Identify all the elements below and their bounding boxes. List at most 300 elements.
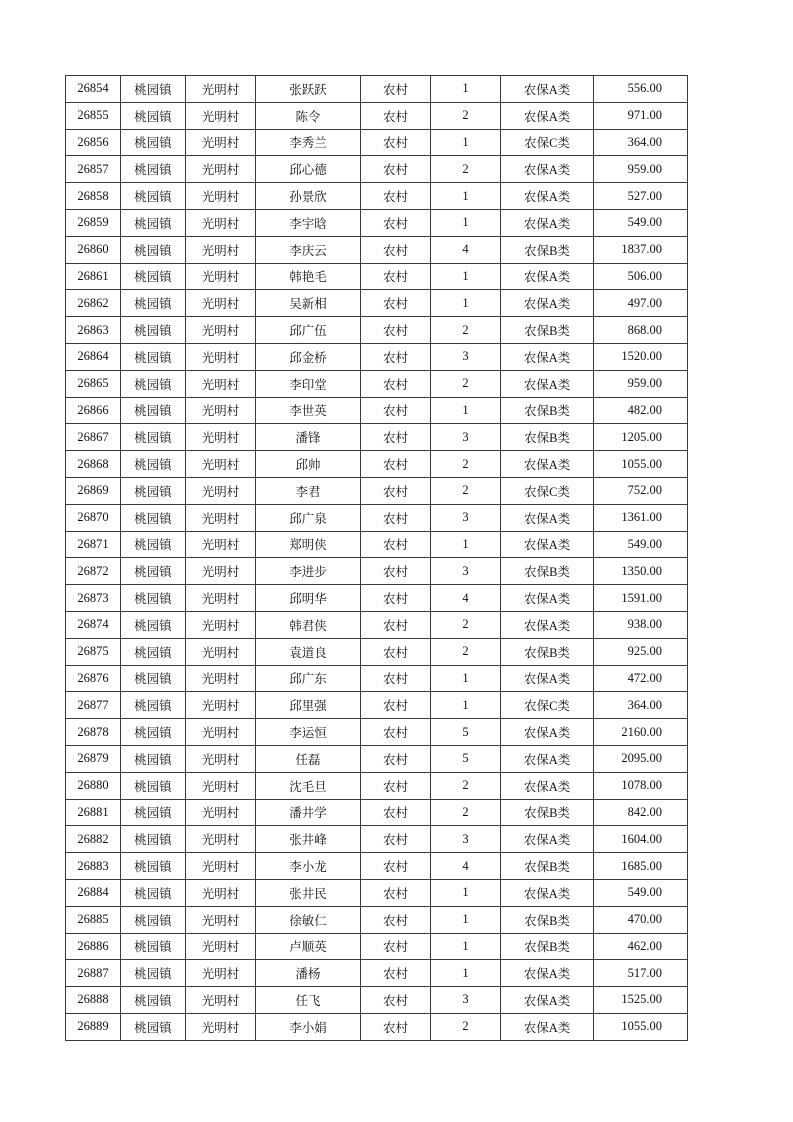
town-cell: 桃园镇 [121,745,186,772]
amount-cell: 1205.00 [594,424,688,451]
village-cell: 光明村 [186,343,256,370]
person-count-cell: 1 [431,263,501,290]
amount-cell: 938.00 [594,611,688,638]
residence-type-cell: 农村 [361,558,431,585]
amount-cell: 517.00 [594,960,688,987]
insurance-class-cell: 农保A类 [501,451,594,478]
person-count-cell: 2 [431,370,501,397]
amount-cell: 842.00 [594,799,688,826]
village-cell: 光明村 [186,183,256,210]
amount-cell: 462.00 [594,933,688,960]
person-count-cell: 1 [431,665,501,692]
village-cell: 光明村 [186,290,256,317]
town-cell: 桃园镇 [121,772,186,799]
person-name-cell: 任磊 [256,745,361,772]
table-row [66,665,688,692]
residence-type-cell: 农村 [361,183,431,210]
person-count-cell: 2 [431,102,501,129]
village-cell: 光明村 [186,76,256,103]
town-cell: 桃园镇 [121,933,186,960]
amount-cell: 527.00 [594,183,688,210]
person-count-cell: 5 [431,719,501,746]
person-name-cell: 邱金桥 [256,343,361,370]
residence-type-cell: 农村 [361,209,431,236]
person-count-cell: 2 [431,799,501,826]
town-cell: 桃园镇 [121,906,186,933]
insurance-class-cell: 农保C类 [501,692,594,719]
amount-cell: 1520.00 [594,343,688,370]
person-count-cell: 2 [431,477,501,504]
record-id-cell: 26878 [66,719,121,746]
town-cell: 桃园镇 [121,236,186,263]
amount-cell: 752.00 [594,477,688,504]
amount-cell: 470.00 [594,906,688,933]
table-row [66,611,688,638]
amount-cell: 1350.00 [594,558,688,585]
town-cell: 桃园镇 [121,692,186,719]
person-count-cell: 4 [431,236,501,263]
insurance-class-cell: 农保A类 [501,719,594,746]
table-row [66,772,688,799]
town-cell: 桃园镇 [121,611,186,638]
table-row [66,960,688,987]
person-count-cell: 1 [431,397,501,424]
person-count-cell: 1 [431,692,501,719]
village-cell: 光明村 [186,102,256,129]
person-count-cell: 1 [431,183,501,210]
table-row [66,906,688,933]
record-id-cell: 26887 [66,960,121,987]
village-cell: 光明村 [186,451,256,478]
insurance-class-cell: 农保A类 [501,343,594,370]
village-cell: 光明村 [186,987,256,1014]
person-name-cell: 李运恒 [256,719,361,746]
record-id-cell: 26883 [66,853,121,880]
person-name-cell: 李进步 [256,558,361,585]
person-name-cell: 张井民 [256,879,361,906]
insurance-class-cell: 农保A类 [501,531,594,558]
amount-cell: 556.00 [594,76,688,103]
insurance-class-cell: 农保A类 [501,1013,594,1040]
village-cell: 光明村 [186,209,256,236]
amount-cell: 1604.00 [594,826,688,853]
town-cell: 桃园镇 [121,853,186,880]
table-row [66,317,688,344]
person-count-cell: 2 [431,451,501,478]
town-cell: 桃园镇 [121,558,186,585]
table-row [66,156,688,183]
table-row [66,397,688,424]
town-cell: 桃园镇 [121,76,186,103]
person-name-cell: 邱帅 [256,451,361,478]
residence-type-cell: 农村 [361,263,431,290]
residence-type-cell: 农村 [361,1013,431,1040]
person-name-cell: 李世英 [256,397,361,424]
person-name-cell: 邱里强 [256,692,361,719]
person-name-cell: 李小龙 [256,853,361,880]
record-id-cell: 26866 [66,397,121,424]
person-name-cell: 李小娟 [256,1013,361,1040]
person-name-cell: 张跃跃 [256,76,361,103]
person-count-cell: 1 [431,76,501,103]
insurance-class-cell: 农保A类 [501,504,594,531]
person-name-cell: 韩艳毛 [256,263,361,290]
insurance-class-cell: 农保B类 [501,317,594,344]
amount-cell: 1055.00 [594,1013,688,1040]
village-cell: 光明村 [186,719,256,746]
village-cell: 光明村 [186,585,256,612]
person-count-cell: 1 [431,129,501,156]
person-name-cell: 郑明侠 [256,531,361,558]
village-cell: 光明村 [186,477,256,504]
record-id-cell: 26863 [66,317,121,344]
town-cell: 桃园镇 [121,879,186,906]
amount-cell: 925.00 [594,638,688,665]
person-count-cell: 3 [431,343,501,370]
residence-type-cell: 农村 [361,933,431,960]
insurance-class-cell: 农保B类 [501,236,594,263]
table-row [66,343,688,370]
record-id-cell: 26871 [66,531,121,558]
table-row [66,1013,688,1040]
residence-type-cell: 农村 [361,317,431,344]
insurance-class-cell: 农保A类 [501,263,594,290]
village-cell: 光明村 [186,236,256,263]
person-name-cell: 邱广伍 [256,317,361,344]
town-cell: 桃园镇 [121,585,186,612]
residence-type-cell: 农村 [361,156,431,183]
town-cell: 桃园镇 [121,987,186,1014]
record-id-cell: 26874 [66,611,121,638]
record-id-cell: 26867 [66,424,121,451]
town-cell: 桃园镇 [121,209,186,236]
table-row [66,477,688,504]
person-count-cell: 2 [431,156,501,183]
person-name-cell: 李印堂 [256,370,361,397]
insurance-class-cell: 农保A类 [501,209,594,236]
residence-type-cell: 农村 [361,129,431,156]
amount-cell: 868.00 [594,317,688,344]
amount-cell: 1837.00 [594,236,688,263]
residence-type-cell: 农村 [361,397,431,424]
insurance-class-cell: 农保A类 [501,826,594,853]
record-id-cell: 26870 [66,504,121,531]
record-id-cell: 26888 [66,987,121,1014]
table-row [66,76,688,103]
town-cell: 桃园镇 [121,102,186,129]
village-cell: 光明村 [186,317,256,344]
person-name-cell: 邱广泉 [256,504,361,531]
table-body [66,76,688,1041]
person-name-cell: 卢顺英 [256,933,361,960]
insurance-class-cell: 农保B类 [501,853,594,880]
residence-type-cell: 农村 [361,504,431,531]
residence-type-cell: 农村 [361,102,431,129]
amount-cell: 1525.00 [594,987,688,1014]
table-row [66,531,688,558]
village-cell: 光明村 [186,397,256,424]
residence-type-cell: 农村 [361,879,431,906]
insurance-class-cell: 农保A类 [501,585,594,612]
insurance-class-cell: 农保C类 [501,477,594,504]
residence-type-cell: 农村 [361,585,431,612]
residence-type-cell: 农村 [361,692,431,719]
residence-type-cell: 农村 [361,76,431,103]
insurance-class-cell: 农保B类 [501,424,594,451]
person-count-cell: 1 [431,933,501,960]
person-count-cell: 3 [431,558,501,585]
person-name-cell: 沈毛旦 [256,772,361,799]
amount-cell: 959.00 [594,370,688,397]
insurance-class-cell: 农保B类 [501,638,594,665]
record-id-cell: 26879 [66,745,121,772]
amount-cell: 959.00 [594,156,688,183]
amount-cell: 1685.00 [594,853,688,880]
residence-type-cell: 农村 [361,343,431,370]
record-id-cell: 26873 [66,585,121,612]
person-name-cell: 韩君侠 [256,611,361,638]
record-id-cell: 26855 [66,102,121,129]
village-cell: 光明村 [186,665,256,692]
table-row [66,933,688,960]
town-cell: 桃园镇 [121,290,186,317]
person-count-cell: 3 [431,424,501,451]
person-count-cell: 2 [431,1013,501,1040]
insurance-class-cell: 农保A类 [501,156,594,183]
town-cell: 桃园镇 [121,504,186,531]
person-name-cell: 徐敏仁 [256,906,361,933]
amount-cell: 2095.00 [594,745,688,772]
insurance-class-cell: 农保A类 [501,370,594,397]
record-id-cell: 26858 [66,183,121,210]
residence-type-cell: 农村 [361,638,431,665]
table-row [66,290,688,317]
table-row [66,424,688,451]
insurance-class-cell: 农保A类 [501,76,594,103]
residence-type-cell: 农村 [361,290,431,317]
village-cell: 光明村 [186,263,256,290]
table-row [66,853,688,880]
table-row [66,638,688,665]
person-count-cell: 4 [431,853,501,880]
residence-type-cell: 农村 [361,799,431,826]
table-row [66,129,688,156]
town-cell: 桃园镇 [121,477,186,504]
residence-type-cell: 农村 [361,531,431,558]
village-cell: 光明村 [186,826,256,853]
town-cell: 桃园镇 [121,397,186,424]
record-id-cell: 26876 [66,665,121,692]
insurance-class-cell: 农保B类 [501,906,594,933]
person-count-cell: 3 [431,987,501,1014]
benefits-table [65,75,688,1041]
person-count-cell: 1 [431,209,501,236]
amount-cell: 549.00 [594,209,688,236]
insurance-class-cell: 农保A类 [501,290,594,317]
person-count-cell: 3 [431,826,501,853]
town-cell: 桃园镇 [121,1013,186,1040]
record-id-cell: 26862 [66,290,121,317]
town-cell: 桃园镇 [121,156,186,183]
person-count-cell: 3 [431,504,501,531]
person-name-cell: 李君 [256,477,361,504]
table-row [66,719,688,746]
village-cell: 光明村 [186,745,256,772]
table-row [66,504,688,531]
person-count-cell: 1 [431,906,501,933]
village-cell: 光明村 [186,638,256,665]
insurance-class-cell: 农保A类 [501,611,594,638]
insurance-class-cell: 农保B类 [501,397,594,424]
person-name-cell: 潘锋 [256,424,361,451]
person-name-cell: 邱心德 [256,156,361,183]
record-id-cell: 26875 [66,638,121,665]
record-id-cell: 26860 [66,236,121,263]
residence-type-cell: 农村 [361,826,431,853]
village-cell: 光明村 [186,370,256,397]
amount-cell: 1055.00 [594,451,688,478]
residence-type-cell: 农村 [361,665,431,692]
village-cell: 光明村 [186,853,256,880]
record-id-cell: 26861 [66,263,121,290]
record-id-cell: 26865 [66,370,121,397]
town-cell: 桃园镇 [121,665,186,692]
person-name-cell: 邱广东 [256,665,361,692]
person-name-cell: 邱明华 [256,585,361,612]
town-cell: 桃园镇 [121,183,186,210]
village-cell: 光明村 [186,129,256,156]
residence-type-cell: 农村 [361,611,431,638]
person-count-cell: 5 [431,745,501,772]
table-row [66,183,688,210]
residence-type-cell: 农村 [361,906,431,933]
person-count-cell: 2 [431,772,501,799]
village-cell: 光明村 [186,933,256,960]
insurance-class-cell: 农保A类 [501,879,594,906]
insurance-class-cell: 农保A类 [501,960,594,987]
table-row [66,558,688,585]
amount-cell: 364.00 [594,129,688,156]
amount-cell: 482.00 [594,397,688,424]
amount-cell: 364.00 [594,692,688,719]
town-cell: 桃园镇 [121,129,186,156]
record-id-cell: 26882 [66,826,121,853]
record-id-cell: 26854 [66,76,121,103]
residence-type-cell: 农村 [361,477,431,504]
residence-type-cell: 农村 [361,451,431,478]
amount-cell: 472.00 [594,665,688,692]
insurance-class-cell: 农保B类 [501,558,594,585]
residence-type-cell: 农村 [361,853,431,880]
residence-type-cell: 农村 [361,960,431,987]
person-count-cell: 1 [431,879,501,906]
person-name-cell: 李宇晗 [256,209,361,236]
record-id-cell: 26872 [66,558,121,585]
village-cell: 光明村 [186,424,256,451]
person-name-cell: 任飞 [256,987,361,1014]
record-id-cell: 26884 [66,879,121,906]
residence-type-cell: 农村 [361,424,431,451]
amount-cell: 2160.00 [594,719,688,746]
village-cell: 光明村 [186,879,256,906]
town-cell: 桃园镇 [121,451,186,478]
town-cell: 桃园镇 [121,960,186,987]
table-row [66,987,688,1014]
town-cell: 桃园镇 [121,826,186,853]
table-row [66,370,688,397]
amount-cell: 549.00 [594,879,688,906]
person-count-cell: 1 [431,531,501,558]
table-row [66,826,688,853]
record-id-cell: 26869 [66,477,121,504]
insurance-class-cell: 农保A类 [501,183,594,210]
record-id-cell: 26856 [66,129,121,156]
insurance-class-cell: 农保A类 [501,772,594,799]
record-id-cell: 26877 [66,692,121,719]
record-id-cell: 26881 [66,799,121,826]
village-cell: 光明村 [186,558,256,585]
person-name-cell: 潘井学 [256,799,361,826]
person-name-cell: 潘杨 [256,960,361,987]
person-name-cell: 袁道良 [256,638,361,665]
table-row [66,585,688,612]
person-name-cell: 吴新相 [256,290,361,317]
person-count-cell: 2 [431,611,501,638]
town-cell: 桃园镇 [121,638,186,665]
town-cell: 桃园镇 [121,317,186,344]
village-cell: 光明村 [186,906,256,933]
table-row [66,879,688,906]
record-id-cell: 26864 [66,343,121,370]
person-count-cell: 2 [431,638,501,665]
village-cell: 光明村 [186,692,256,719]
village-cell: 光明村 [186,504,256,531]
amount-cell: 1361.00 [594,504,688,531]
table-row [66,451,688,478]
record-id-cell: 26889 [66,1013,121,1040]
residence-type-cell: 农村 [361,370,431,397]
amount-cell: 1591.00 [594,585,688,612]
village-cell: 光明村 [186,799,256,826]
village-cell: 光明村 [186,960,256,987]
insurance-class-cell: 农保B类 [501,799,594,826]
town-cell: 桃园镇 [121,531,186,558]
person-count-cell: 1 [431,960,501,987]
town-cell: 桃园镇 [121,343,186,370]
record-id-cell: 26868 [66,451,121,478]
table-row [66,263,688,290]
amount-cell: 549.00 [594,531,688,558]
table-row [66,209,688,236]
residence-type-cell: 农村 [361,719,431,746]
town-cell: 桃园镇 [121,370,186,397]
town-cell: 桃园镇 [121,799,186,826]
person-name-cell: 李秀兰 [256,129,361,156]
residence-type-cell: 农村 [361,987,431,1014]
table-row [66,745,688,772]
amount-cell: 506.00 [594,263,688,290]
insurance-class-cell: 农保A类 [501,102,594,129]
person-count-cell: 2 [431,317,501,344]
person-count-cell: 1 [431,290,501,317]
town-cell: 桃园镇 [121,719,186,746]
town-cell: 桃园镇 [121,424,186,451]
amount-cell: 1078.00 [594,772,688,799]
record-id-cell: 26859 [66,209,121,236]
village-cell: 光明村 [186,772,256,799]
record-id-cell: 26886 [66,933,121,960]
amount-cell: 971.00 [594,102,688,129]
